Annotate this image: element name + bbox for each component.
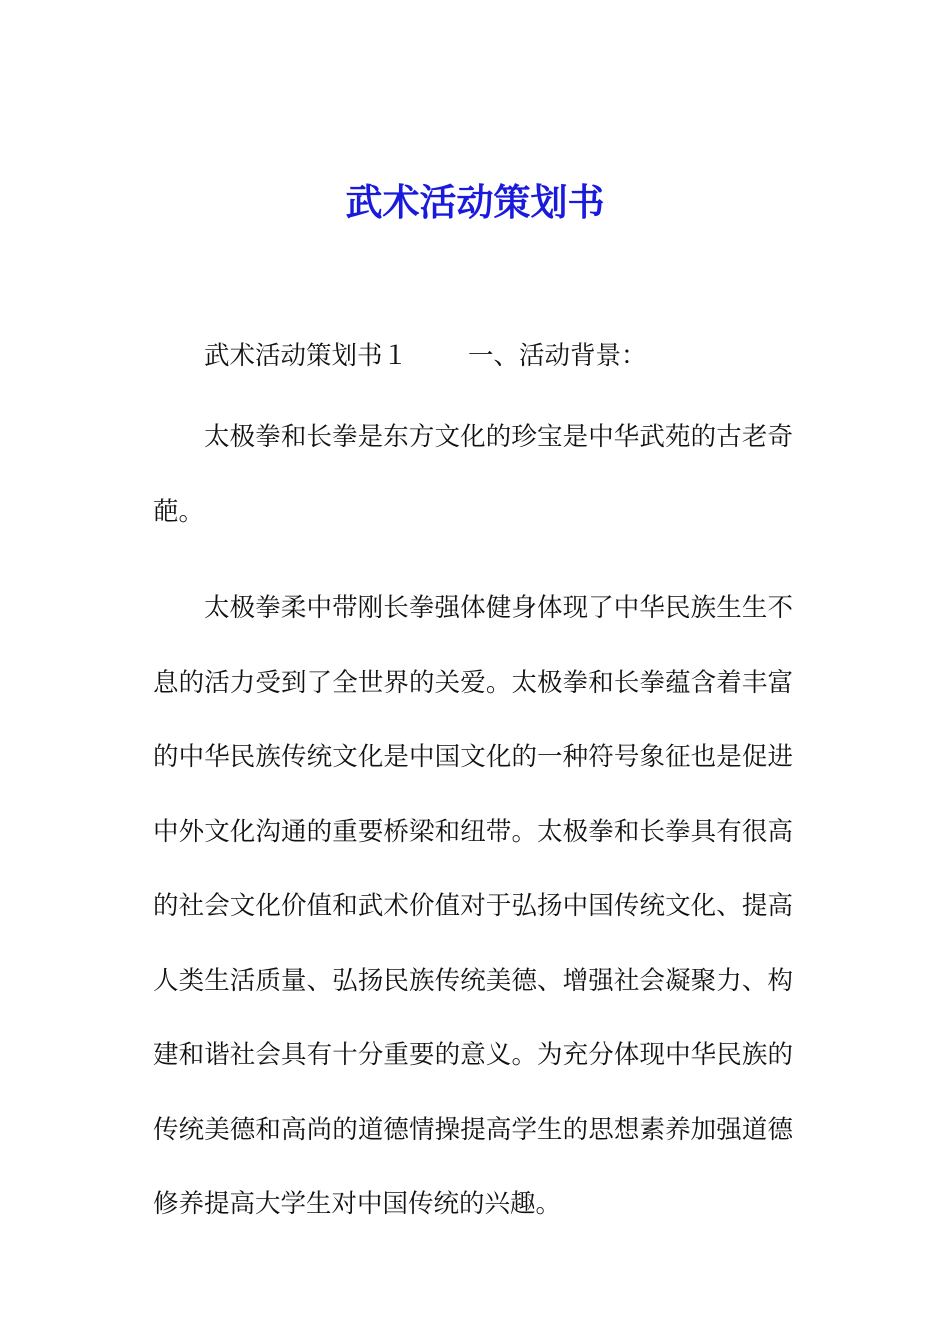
document-body: [153, 330, 793, 1264]
section-heading-line: [153, 330, 793, 382]
document-subtitle: 武术活动策划书１: [204, 341, 409, 371]
paragraph-1: 太极拳和长拳是东方文化的珍宝是中华武苑的古老奇葩。: [153, 422, 793, 527]
section-heading: 一、活动背景：: [468, 341, 647, 371]
paragraph-2: 太极拳柔中带刚长拳强体健身体现了中华民族生生不息的活力受到了全世界的关爱。太极拳和长拳蕴含着丰富的中华民族传统文化是中国文化的一种符号象征也是促进中外文化沟通的重要桥梁和纽带。太极拳和长拳具有很高的社会文化价值和武术价值对于弘扬中国传统文化、提高人类生活质量、弘扬民族传统美德、增强社会凝聚力、构建和谐社会具有十分重要的意义。为充分体现中华民族的传统美德和高尚的道德情操提高学生的思想素养加强道德修养提高大学生对中国传统的兴趣。: [153, 593, 793, 1219]
document-title: 武术活动策划书: [345, 180, 605, 224]
